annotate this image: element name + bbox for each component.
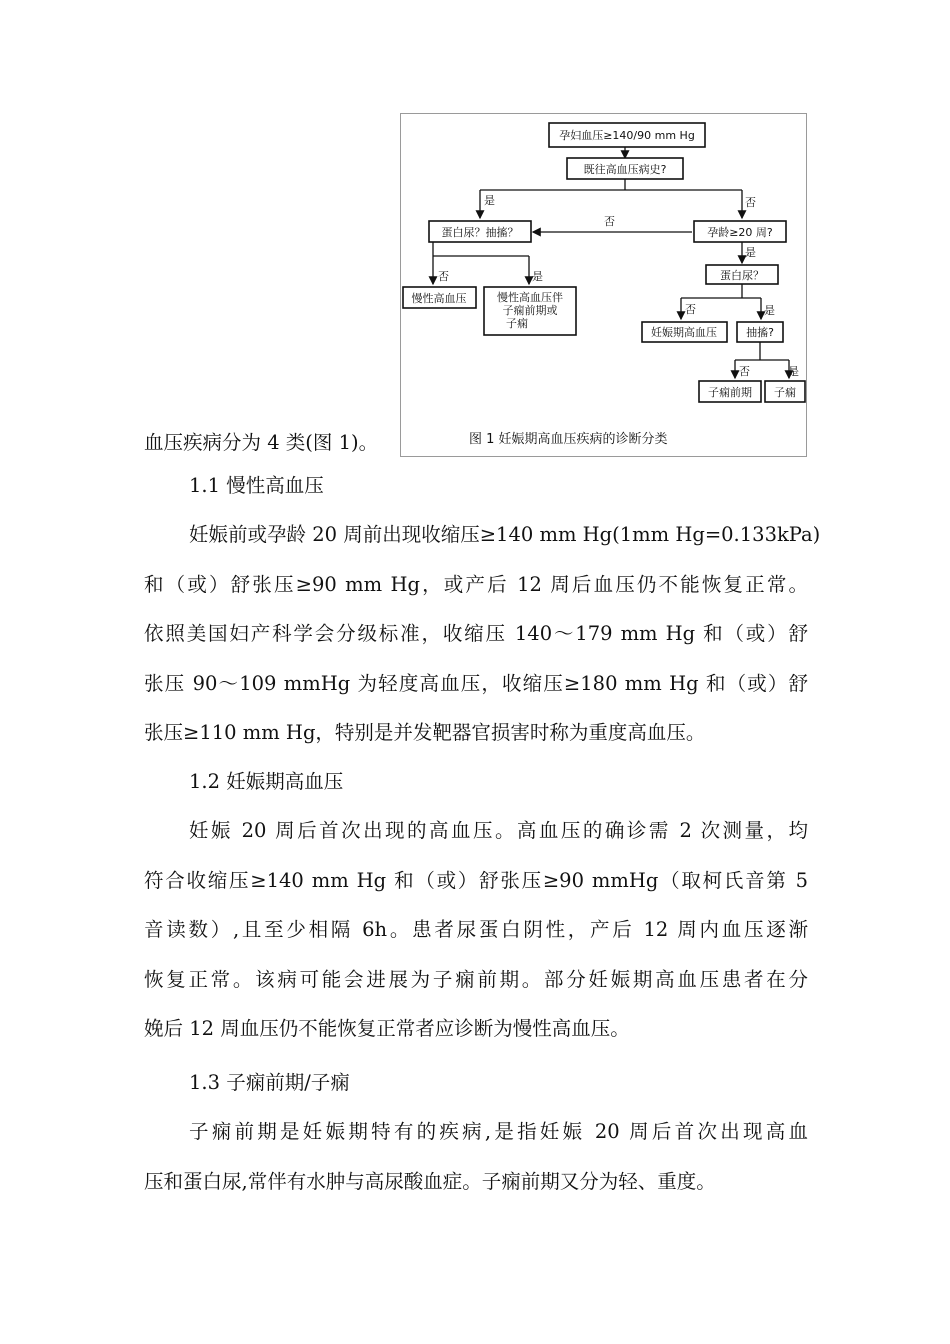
- node-preeclampsia-label: 子痫前期: [708, 386, 752, 399]
- node-proteinuria-label: 蛋白尿？: [720, 269, 764, 282]
- node-proteinuria-seizure-label: 蛋白尿？抽搐？: [441, 226, 519, 239]
- section-1-1: [144, 461, 821, 757]
- node-chronic-pe-line2: 子痫前期或: [502, 304, 558, 317]
- node-gest-age-label: 孕龄≥20 周?: [707, 226, 773, 239]
- node-gestational-label: 妊娠期高血压: [651, 326, 717, 339]
- diagnosis-flowchart-figure: [400, 113, 807, 457]
- section-heading: 1.1 慢性高血压: [189, 474, 324, 497]
- label-seizure-no: 否: [739, 365, 750, 378]
- label-ps-yes: 是: [532, 270, 543, 283]
- text-line: 张压 90～109 mmHg 为轻度高血压，收缩压≥180 mm Hg 和（或）舒: [144, 671, 808, 695]
- label-prot-yes: 是: [764, 304, 775, 317]
- label-age-yes: 是: [745, 246, 756, 259]
- label-age-no: 否: [604, 215, 615, 228]
- flowchart-svg: [401, 114, 808, 458]
- label-seizure-yes: 是: [788, 365, 799, 378]
- node-history-label: 既往高血压病史?: [583, 163, 667, 176]
- section-1-3: [144, 1058, 808, 1206]
- node-chronic-pe-line1: 慢性高血压伴: [497, 291, 563, 304]
- node-eclampsia-label: 子痫: [774, 386, 796, 399]
- text-line: 恢复正常。该病可能会进展为子痫前期。部分妊娠期高血压患者在分: [144, 967, 808, 991]
- node-chronic-label: 慢性高血压: [411, 292, 467, 305]
- text-line: 妊娠 20 周后首次出现的高血压。高血压的确诊需 2 次测量，均: [189, 819, 808, 843]
- section-heading: 1.3 子痫前期/子痫: [189, 1071, 350, 1094]
- intro-line: 血压疾病分为 4 类(图 1)。: [144, 431, 379, 454]
- label-prot-no: 否: [685, 303, 696, 316]
- text-line: 压和蛋白尿,常伴有水肿与高尿酸血症。子痫前期又分为轻、重度。: [144, 1169, 716, 1193]
- text-line: 张压≥110 mm Hg，特别是并发靶器官损害时称为重度高血压。: [144, 721, 706, 745]
- node-chronic-pe-line3: 子痫: [506, 317, 528, 330]
- text-line: 娩后 12 周血压仍不能恢复正常者应诊断为慢性高血压。: [144, 1017, 630, 1041]
- label-ps-no: 否: [438, 270, 449, 283]
- node-seizure-label: 抽搐?: [746, 326, 774, 339]
- figure-caption: 图 1 妊娠期高血压疾病的诊断分类: [469, 432, 668, 447]
- text-line: 妊娠前或孕龄 20 周前出现收缩压≥140 mm Hg(1mm Hg=0.133kPa): [189, 523, 821, 547]
- section-heading: 1.2 妊娠期高血压: [189, 770, 344, 793]
- label-history-no: 否: [745, 196, 756, 209]
- node-start-label: 孕妇血压≥140/90 mm Hg: [559, 129, 695, 142]
- intro-paragraph-tail: [144, 418, 808, 467]
- text-line: 和（或）舒张压≥90 mm Hg，或产后 12 周后血压仍不能恢复正常。: [144, 572, 808, 596]
- text-line: 依照美国妇产科学会分级标准，收缩压 140～179 mm Hg 和（或）舒: [144, 622, 808, 646]
- text-line: 符合收缩压≥140 mm Hg 和（或）舒张压≥90 mmHg（取柯氏音第 5: [144, 868, 808, 892]
- label-history-yes: 是: [484, 194, 495, 207]
- section-1-2: [144, 757, 808, 1053]
- text-line: 音读数）,且至少相隔 6h。患者尿蛋白阴性，产后 12 周内血压逐渐: [144, 918, 808, 942]
- text-line: 子痫前期是妊娠期特有的疾病,是指妊娠 20 周后首次出现高血: [189, 1120, 808, 1144]
